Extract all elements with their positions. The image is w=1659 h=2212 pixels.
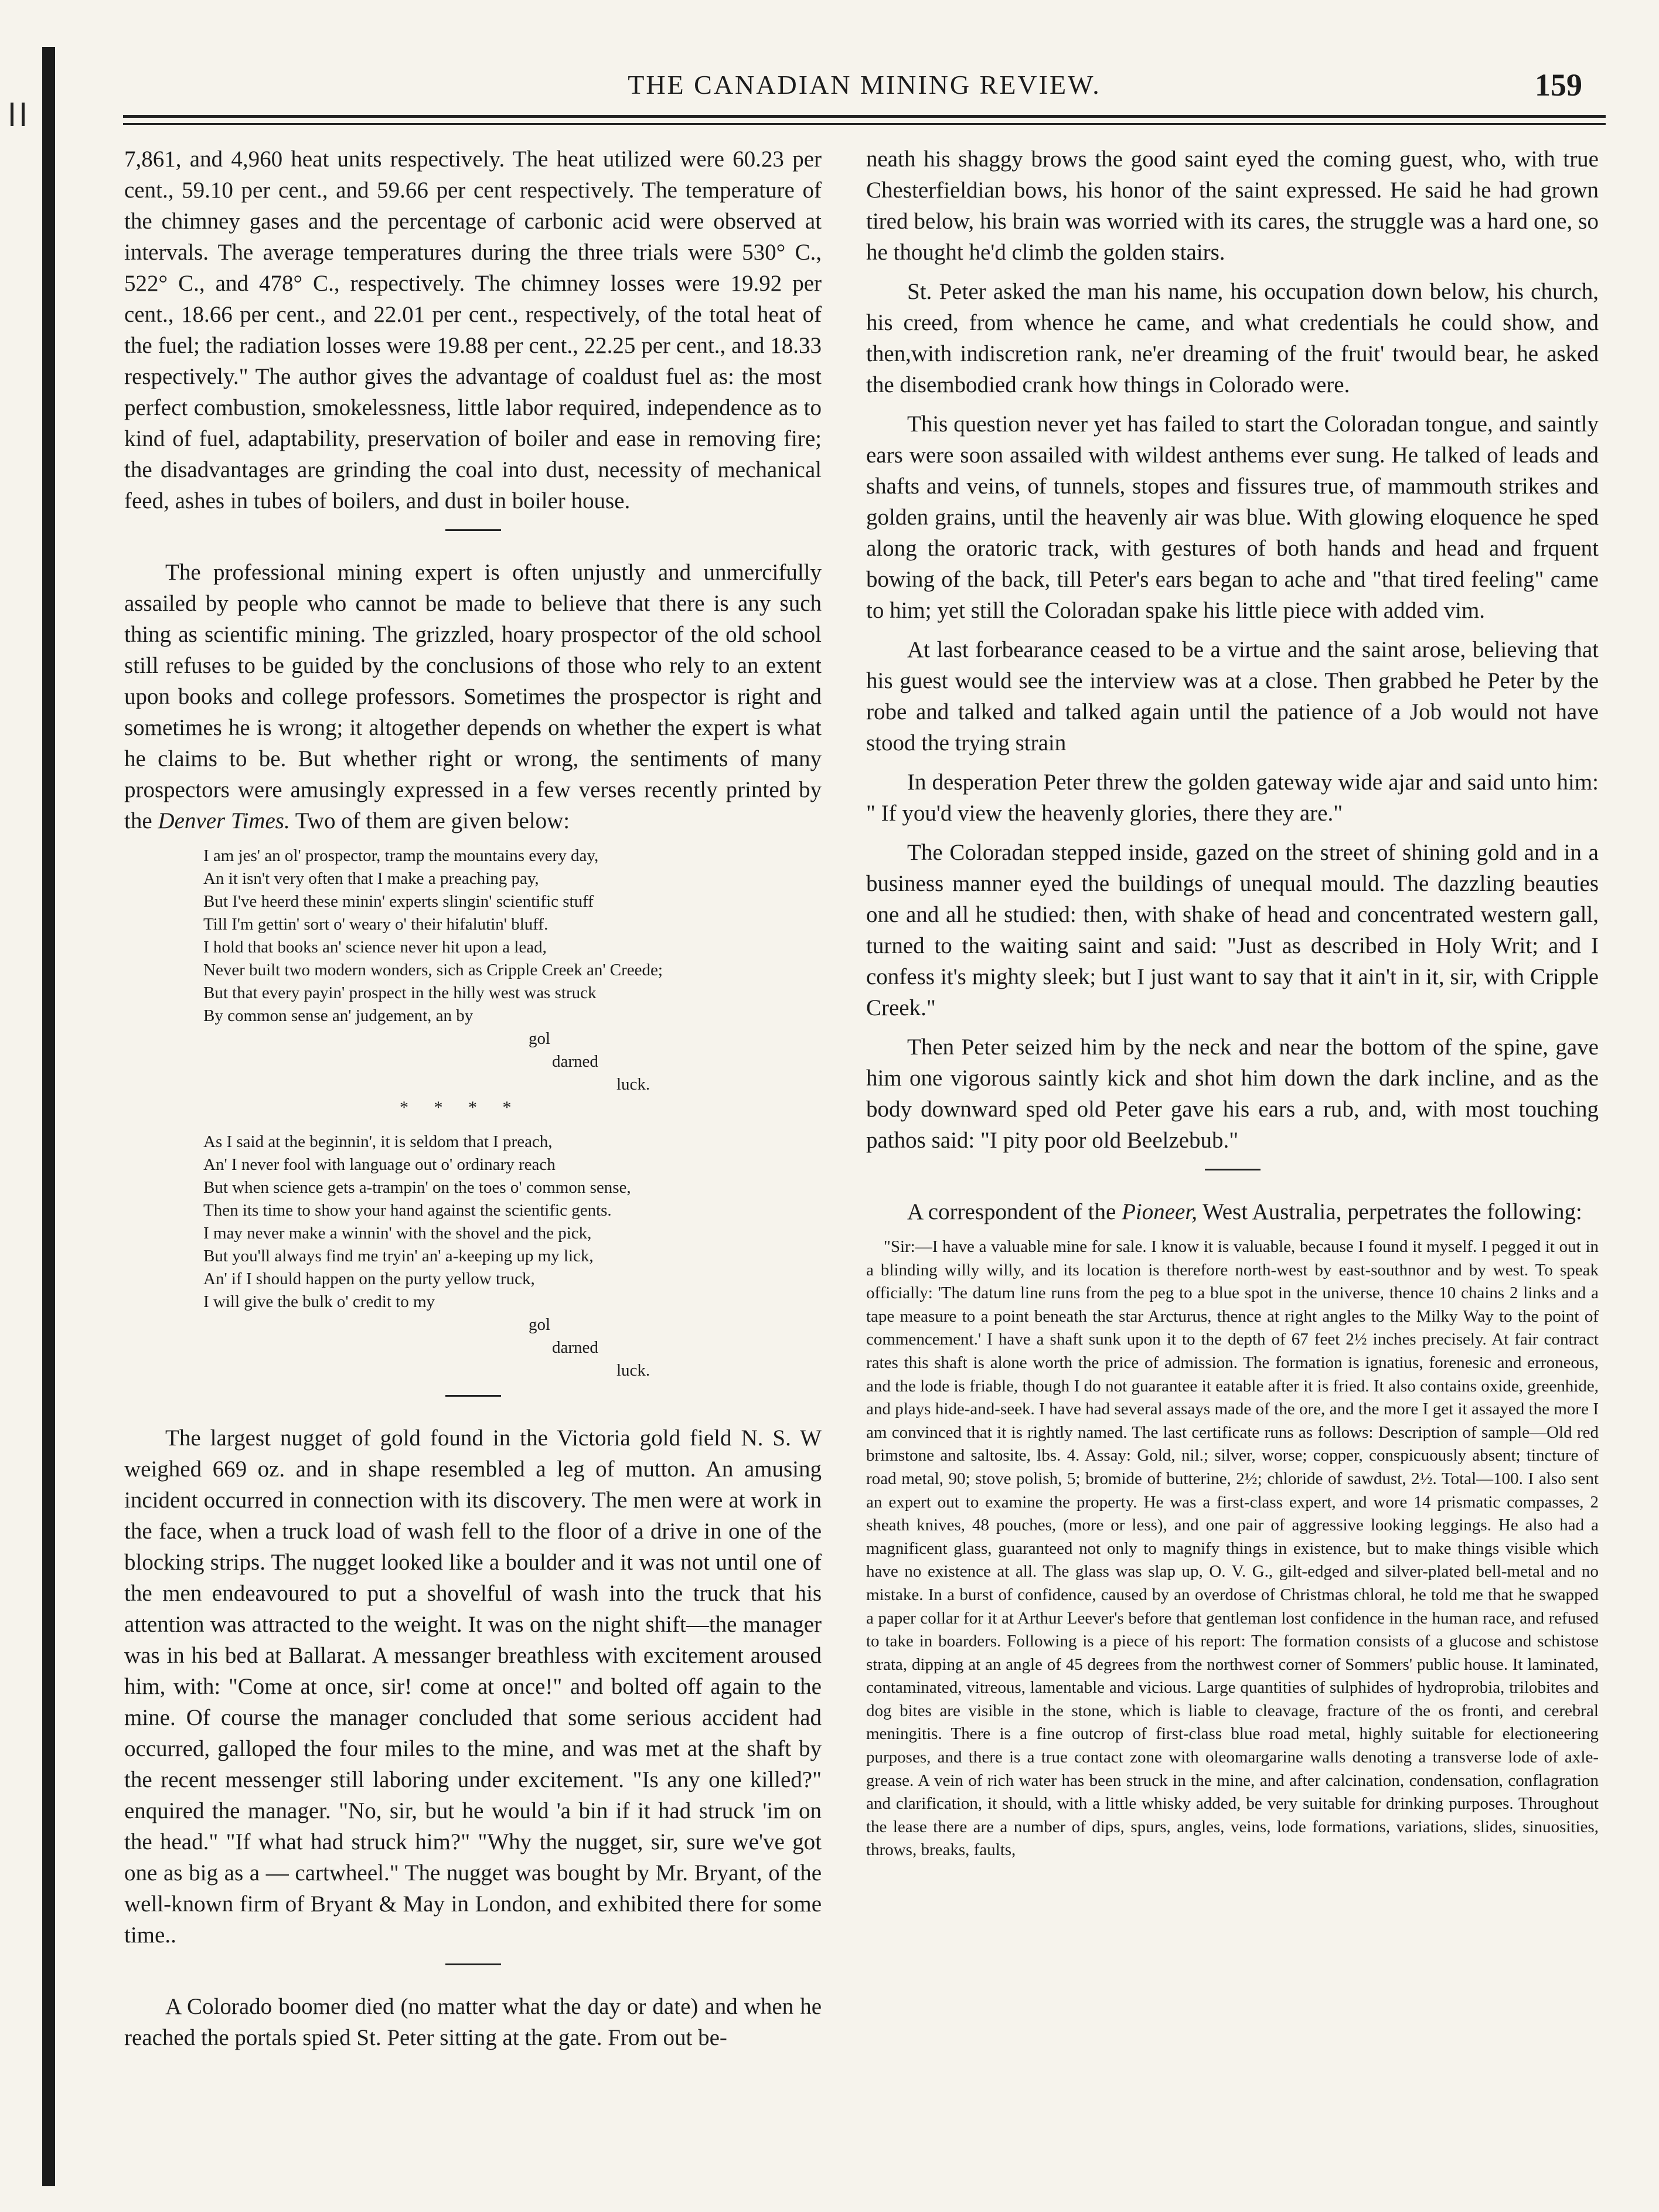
verse-line: But I've heerd these minin' experts slingin' scientific stuff	[203, 892, 594, 911]
coaldust-paragraph: 7,861, and 4,960 heat units respectively. The heat utilized were 60.23 per cent., 59.10 per cent., and 59.66 per cent respectively. The temperature of the chimney gases and the percentage of carbonic acid were observed at intervals. The average temperatures during the three trials were 530° C., 522° C., and 478° C., respectively. The chimney losses were 19.92 per cent., 18.66 per cent., and 22.01 per cent., respectively, of the total heat of the fuel; the radiation losses were 19.88 per cent., 22.25 per cent., and 18.33 respectively." The author gives the advantage of coaldust fuel as: the most perfect combustion, smokelessness, little labor required, independence as to kind of fuel, adaptability, preservation of boiler and ease in removing fire; the disadvantages are grinding the coal into dust, necessity of mechanical feed, ashes in tubes of boilers, and dust in boiler house.	[124, 147, 822, 513]
section-separator	[445, 1395, 501, 1397]
source-denver-times: Denver Times.	[158, 808, 290, 833]
boomer-paragraph-3: This question never yet has failed to start the Coloradan tongue, and saintly ears were soon assailed with wildest anthems ever sung. He talked of leads and shafts and veins, of tunnels, stopes and fissures true, of mammouth strikes and golden grains, until the heavenly air was blue. With glowing eloquence he sped along the oratoric track, with gestures of both hands and head and frquent bowing of the back, till Peter's ears began to ache and "that tired feeling" came to him; yet still the Coloradan spake his little piece with added vim.	[866, 411, 1599, 623]
page-number: 159	[1535, 67, 1582, 103]
margin-mark	[11, 103, 25, 126]
pioneer-intro-tail: West Australia, perpetrates the following:	[1197, 1199, 1582, 1224]
boomer-paragraph-1: neath his shaggy brows the good saint eyed the coming guest, who, with true Chesterfieldian bows, his honor of the saint expressed. He said he had grown tired below, his brain was worried with its cares, the struggle was a hard one, so he thought he'd climb the golden stairs.	[866, 147, 1599, 265]
binding-strip	[42, 47, 55, 2186]
verse-two	[203, 1131, 822, 1382]
verse-line: But when science gets a-trampin' on the toes o' common sense,	[203, 1178, 631, 1197]
header-rule-thick	[123, 115, 1606, 118]
verse-tail-word: darned	[552, 1052, 598, 1071]
mining-expert-paragraph	[124, 557, 822, 836]
verse-line: I will give the bulk o' credit to my	[203, 1292, 435, 1311]
section-separator	[445, 1963, 501, 1965]
letter-text: "Sir:—I have a valuable mine for sale. I know it is valuable, because I found it myself. I pegged it out in a blinding willy willy, and its location is therefore north-west by east-southnor and by west. To speak officially: 'The datum line runs from the peg to a blue spot in the universe, thence 10 chains 2 links and a tape measure to a point beneath the star Arcturus, thence at right angles to the Milky Way to the point of commencement.' I have a shaft sunk upon it to the depth of 67 feet 2½ inches precisely. At fair contract rates this shaft is alone worth the price of admission. The formation is ignatius, forenesic and erroneous, and the lode is friable, though I do not guarantee it eatable after it is fried. It also contains oxide, greenhide, and plays hide-and-seek. I have had several assays made of the ore, and the more I get it assayed the more I am convinced that it is rightly named. The last certificate runs as follows: Description of sample—Old red brimstone and saltosite, lbs. 4. Assay: Gold, nil.; silver, worse; copper, conspicuously absent; tincture of road metal, 90; stove polish, 5; bromide of butterine, 2½; chloride of sawdust, 2½. Total—100. I also sent an expert out to examine the property. He was a first-class expert, and wore 14 prismatic compasses, 2 sheath knives, 48 pouches, (more or less), and one pair of aggressive looking leggings. He also had a magnificent glass, guaranteed not only to magnify things in existence, but to make things visible which have no existence at all. The glass was slap up, O. V. G., gilt-edged and silver-plated bell-metal and no mistake. In a burst of confidence, caused by an overdose of Christmas chloral, he told me that he swapped a paper collar for it at Arthur Leever's before that gentleman lost confidence in the human race, and refused to take in boarders. Following is a piece of his report: The formation consists of a glucose and schistose strata, dipping at an angle of 45 degrees from the northwest corner of Sommers' public house. It laminated, contaminated, vitreous, lamentable and vicious. Large quantities of sulphides of hydroprobia, trilobites and dog bites are visible in the stone, which is liable to cleavage, fracture of the os fronti, and cerebral meningitis. There is a fine outcrop of first-class blue road metal, highly suitable for electioneering purposes, and there is a true contact zone with oleomargarine walls denoting a transverse lode of axle-grease. A vein of rich water has been struck in the mine, and after calcination, condensation, conflagration and clarification, it should, with a little whisky added, be very suitable for drinking purposes. Throughout the lease there are a number of dips, spurs, angles, veins, lode formations, variations, slides, sinuosities, throws, breaks, faults,	[866, 1237, 1599, 1860]
pioneer-intro	[866, 1196, 1599, 1227]
header-rule-thin	[123, 123, 1606, 125]
verse-line: Then its time to show your hand against the scientific gents.	[203, 1201, 612, 1220]
verse-line: I am jes' an ol' prospector, tramp the mountains every day,	[203, 846, 599, 865]
verse-break-stars: * * * *	[400, 1098, 522, 1117]
verse-line: An' I never fool with language out o' ordinary reach	[203, 1155, 556, 1174]
boomer-paragraph-6: The Coloradan stepped inside, gazed on the street of shining gold and in a business manner eyed the buildings of unequal mould. The dazzling beauties one and all he studied: then, with shake of head and concentrated western gall, turned to the waiting saint and said: "Just as described in Holy Writ; and I confess it's mighty sleek; but I just want to say that it ain't in it, sir, with Cripple Creek."	[866, 840, 1599, 1020]
boomer-paragraph-2: St. Peter asked the man his name, his occupation down below, his church, his creed, from whence he came, and what credentials he could show, and then,with indiscretion rank, ne'er dreaming of the fruit' twould bear, he asked the disembodied crank how things in Colorado were.	[866, 279, 1599, 397]
verse-line: Never built two modern wonders, sich as Cripple Creek an' Creede;	[203, 961, 663, 979]
colorado-boomer-intro: A Colorado boomer died (no matter what the day or date) and when he reached the portals spied St. Peter sitting at the gate. From out be-	[124, 1994, 822, 2050]
mine-sale-letter	[866, 1236, 1599, 1862]
boomer-paragraph-4: At last forbearance ceased to be a virtue and the saint arose, believing that his guest would see the interview was at a close. Then grabbed he Peter by the robe and talked and talked again until the patience of a Job would not have stood the trying strain	[866, 637, 1599, 756]
verse-line: Till I'm gettin' sort o' weary o' their hifalutin' bluff.	[203, 915, 549, 934]
boomer-paragraph-5: In desperation Peter threw the golden gateway wide ajar and said unto him: " If you'd view the heavenly glories, there they are."	[866, 770, 1599, 826]
verse-line: An' if I should happen on the purty yellow truck,	[203, 1270, 535, 1288]
verse-line: As I said at the beginnin', it is seldom that I preach,	[203, 1132, 553, 1151]
verse-line: I hold that books an' science never hit upon a lead,	[203, 938, 547, 957]
right-column	[866, 144, 1599, 2172]
verse-line: I may never make a winnin' with the shovel and the pick,	[203, 1224, 592, 1243]
verse-tail-word: gol	[529, 1029, 551, 1048]
verse-tail-word: gol	[529, 1315, 551, 1334]
pioneer-intro-text: A correspondent of the	[907, 1199, 1116, 1224]
page-header	[123, 69, 1606, 116]
left-column	[124, 144, 822, 2172]
mining-expert-text: The professional mining expert is often unjustly and unmercifully assailed by people who cannot be made to believe that there is any such thing as scientific mining. The grizzled, hoary prospector of the old school still refuses to be guided by the conclusions of those who rely to an extent upon books and college professors. Sometimes the prospector is right and sometimes he is wrong; it altogether depends on whether the expert is what he claims to be. But whether right or wrong, the sentiments of many prospectors were amusingly expressed in a few verses recently printed by the	[124, 560, 822, 833]
section-separator	[445, 529, 501, 531]
boomer-paragraph-7: Then Peter seized him by the neck and near the bottom of the spine, gave him one vigorous saintly kick and shot him down the dark incline, and as the body downward sped old Peter gave his ears a rub, and, with most touching pathos said: "I pity poor old Beelzebub."	[866, 1034, 1599, 1153]
section-separator	[1205, 1169, 1261, 1170]
running-title: THE CANADIAN MINING REVIEW.	[628, 70, 1101, 100]
verse-one	[203, 845, 822, 1119]
verse-line: By common sense an' judgement, an by	[203, 1006, 473, 1025]
nugget-paragraph: The largest nugget of gold found in the Victoria gold field N. S. W weighed 669 oz. and in shape resembled a leg of mutton. An amusing incident occurred in connection with its discovery. The men were at work in the face, when a truck load of wash fell to the floor of a drive in one of the blocking strips. The nugget looked like a boulder and it was not until one of the men endeavoured to put a shovelful of wash into the truck that his attention was attracted to the weight. It was on the night shift—the manager was in his bed at Ballarat. A messanger breathless with excitement aroused him, with: "Come at once, sir! come at once!" and bolted off again to the mine. Of course the manager concluded that some serious accident had occurred, galloped the four miles to the mine, and was met at the shaft by the recent messenger still laboring under excitement. "Is any one killed?" enquired the manager. "No, sir, but he would 'a bin if it had struck 'im on the head." "If what had struck him?" "Why the nugget, sir, sure we've got one as big as a — cartwheel." The nugget was bought by Mr. Bryant, of the well-known firm of Bryant & May in London, and exhibited there for some time..	[124, 1425, 822, 1948]
verse-line: But that every payin' prospect in the hilly west was struck	[203, 984, 597, 1002]
verse-line: But you'll always find me tryin' an' a-keeping up my lick,	[203, 1247, 594, 1265]
verse-tail-word: darned	[552, 1338, 598, 1357]
source-pioneer: Pioneer,	[1122, 1199, 1197, 1224]
mining-expert-tail: Two of them are given below:	[289, 808, 570, 833]
verse-line: An it isn't very often that I make a preaching pay,	[203, 869, 539, 888]
verse-tail-word: luck.	[616, 1075, 650, 1094]
verse-tail-word: luck.	[616, 1361, 650, 1380]
